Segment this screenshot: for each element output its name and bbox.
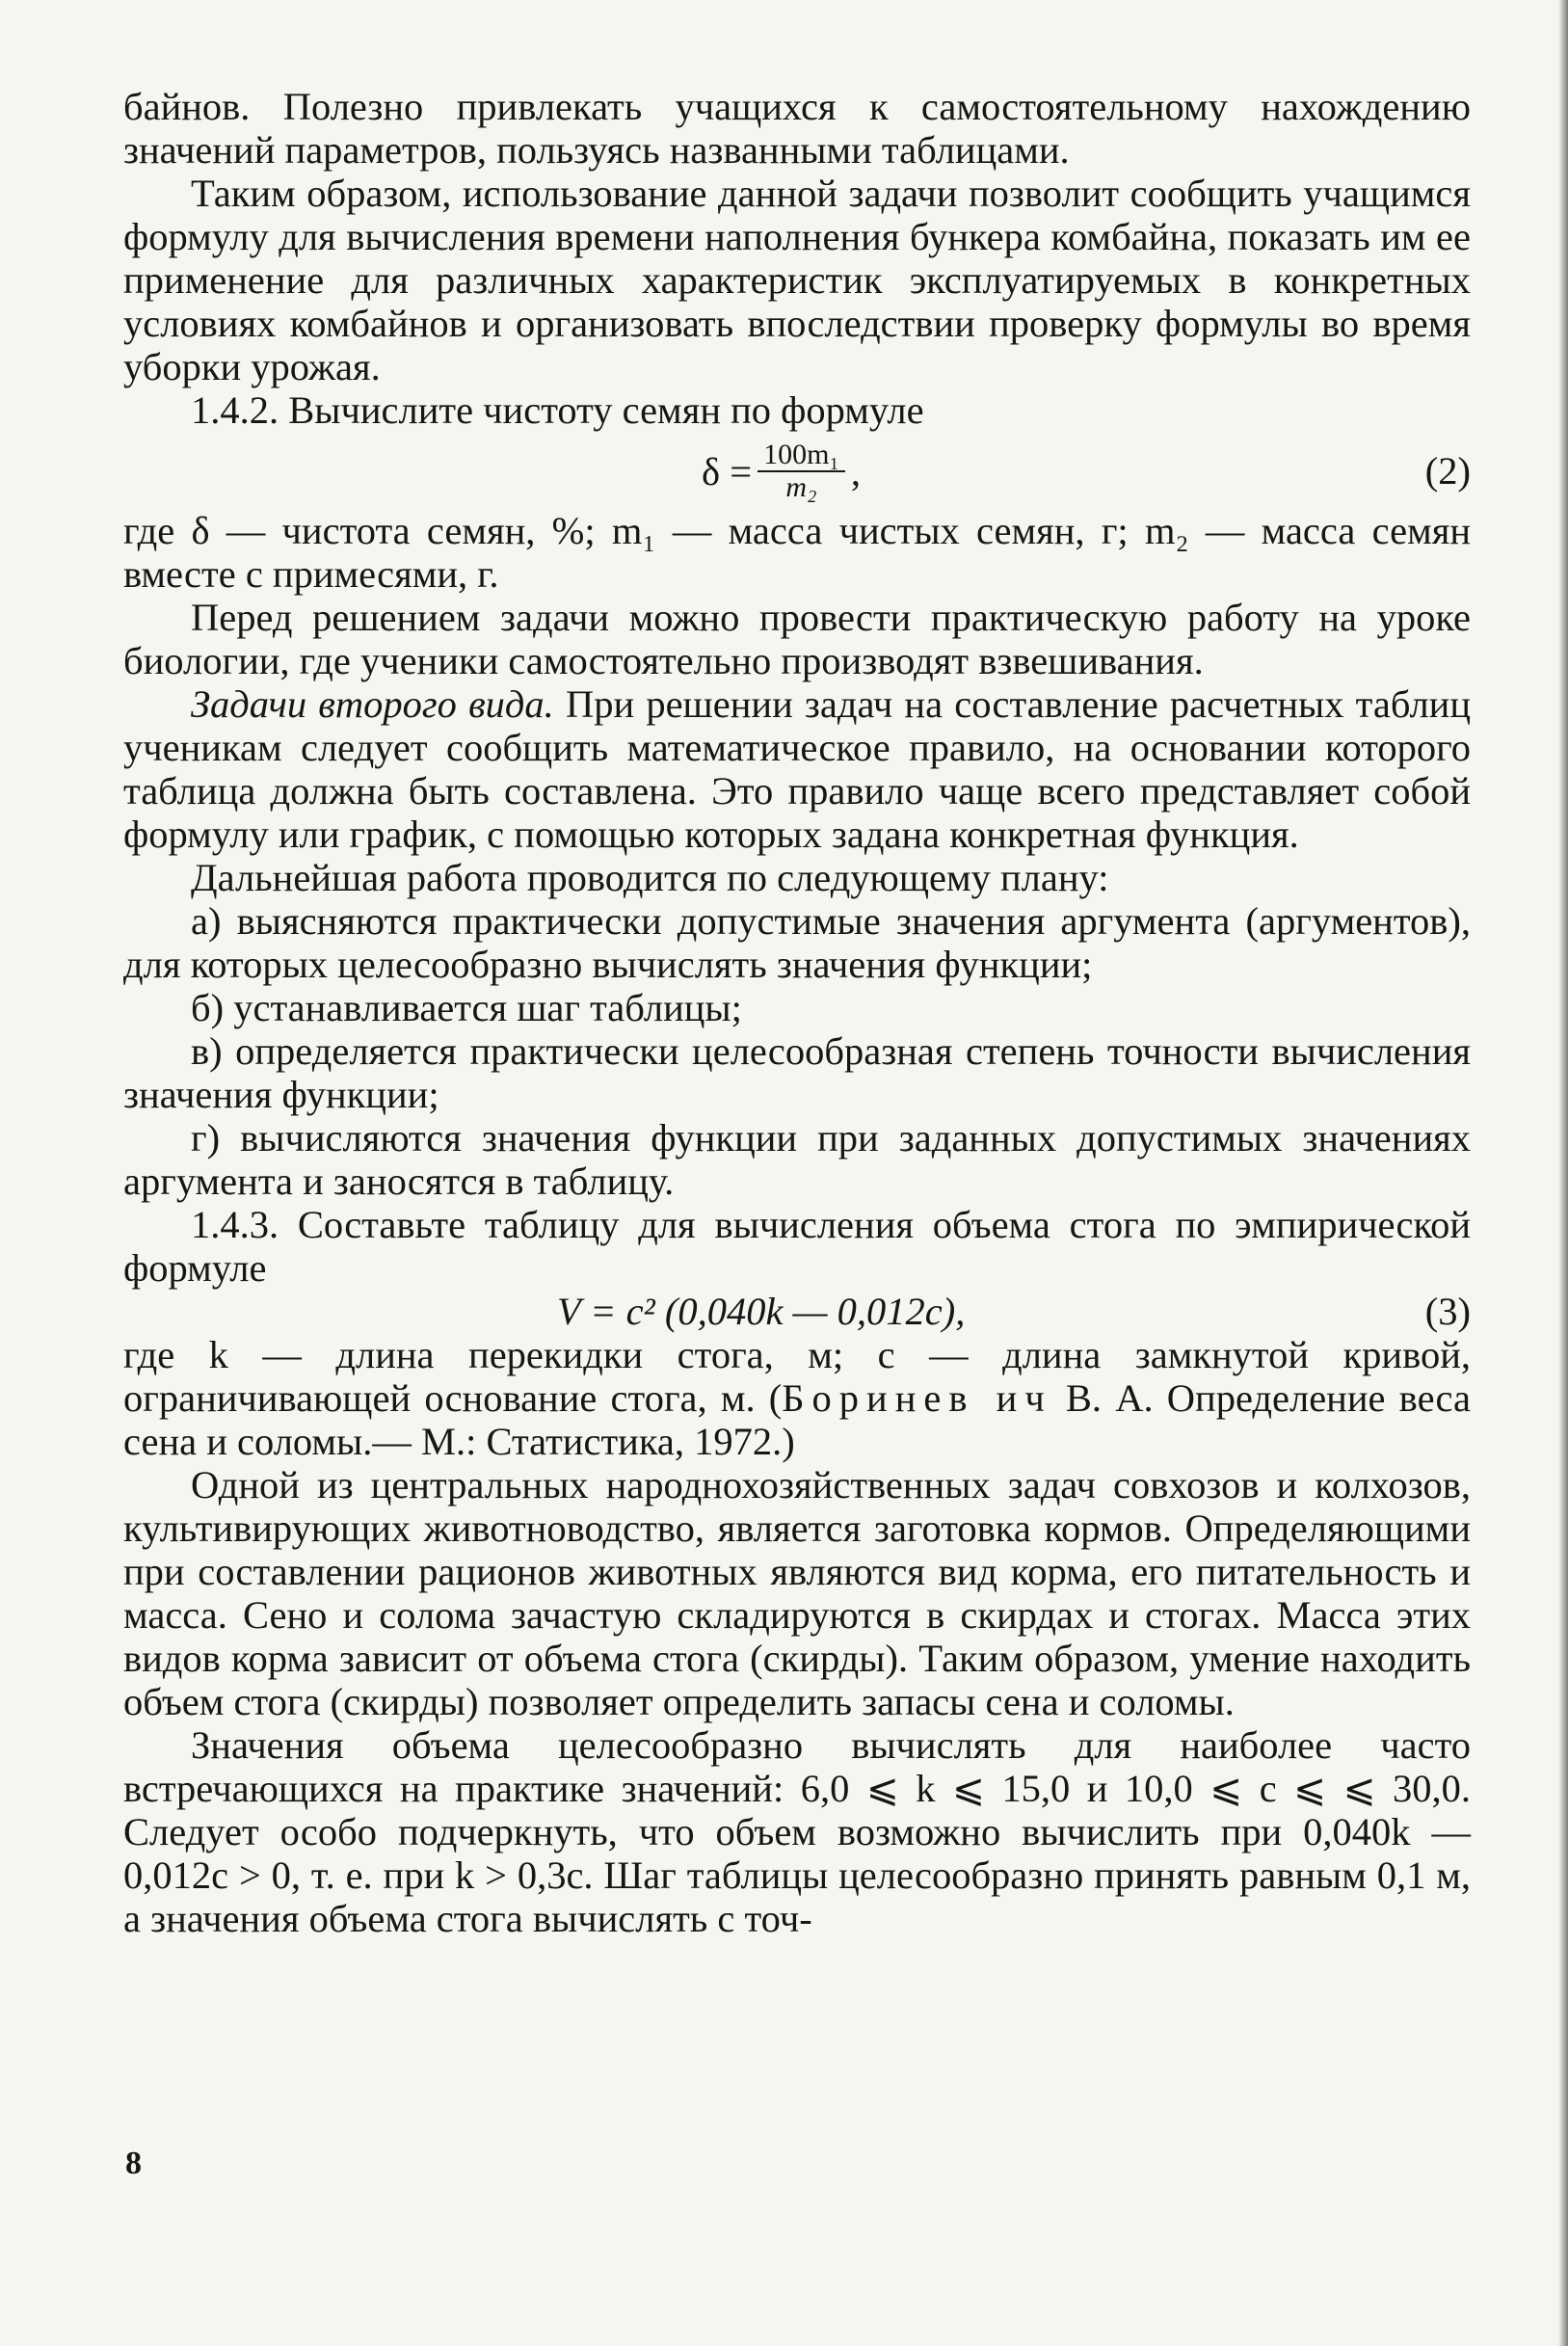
formula-2-lhs: δ =: [702, 449, 753, 493]
author-name: Боринев ич: [782, 1376, 1052, 1420]
formula-2-denominator: m₂: [785, 471, 817, 503]
paragraph-13-text-a: где k — длина перекидки стога, м; c — длина замкнутой кривой, ограничивающей основание стога, м. (: [123, 1333, 1471, 1420]
paragraph-6-italic: Задачи второго вида.: [191, 682, 554, 726]
paragraph-13: [123, 1333, 1471, 1463]
formula-2-tail: ,: [850, 449, 861, 493]
formula-3: [123, 1290, 1471, 1333]
paragraph-4: где δ — чистота семян, %; m₁ — масса чистых семян, г; m₂ — масса семян вместе с примесями, г.: [123, 509, 1471, 596]
page-number: 8: [125, 2146, 142, 2181]
formula-2: [123, 432, 1471, 509]
formula-3-number: (3): [1424, 1290, 1471, 1333]
list-item-g: г) вычисляются значения функции при заданных допустимых значениях аргумента и заносятся в таблицу.: [123, 1116, 1471, 1203]
formula-2-number: (2): [1424, 449, 1471, 493]
formula-2-numerator: 100m₁: [757, 440, 845, 472]
formula-2-fraction: [757, 440, 845, 503]
formula-2-expression: [702, 440, 861, 503]
list-item-v: в) определяется практически целесообразная степень точности вычисления значения функции;: [123, 1029, 1471, 1116]
paragraph-1: байнов. Полезно привлекать учащихся к самостоятельному нахождению значений параметров, пользуясь названными таблицами.: [123, 85, 1471, 172]
paragraph-6-text: При решении задач на составление расчетных таблиц ученикам следует сообщить математическое правило, на основании которого таблица должна быть составлена. Это правило чаще всего представляет собой формулу или график, с помощью которых задана конкретная функция.: [123, 682, 1471, 856]
formula-3-expression: V = c² (0,040k — 0,012c),: [557, 1290, 966, 1333]
paragraph-6: [123, 682, 1471, 856]
paragraph-14: Одной из центральных народнохозяйственных задач совхозов и колхозов, культивирующих животноводство, является заготовка кормов. Определяющими при составлении рационов животных являются вид корма, его питательность и масса. Сено и солома зачастую складируются в скирдах и стогах. Масса этих видов корма зависит от объема стога (скирды). Таким образом, умение находить объем стога (скирды) позволяет определить запасы сена и соломы.: [123, 1463, 1471, 1723]
list-item-a: а) выясняются практически допустимые значения аргумента (аргументов), для которых целесообразно вычислять значения функции;: [123, 899, 1471, 986]
paragraph-13-text-b: В. А. Определение веса сена и соломы.— М.: Статистика, 1972.): [123, 1376, 1471, 1463]
task-1-4-2-heading: 1.4.2. Вычислите чистоту семян по формуле: [191, 388, 924, 432]
paragraph-5: Перед решением задачи можно провести практическую работу на уроке биологии, где ученики самостоятельно производят взвешивания.: [123, 596, 1471, 682]
paragraph-15: Значения объема целесообразно вычислять для наиболее часто встречающихся на практике значений: 6,0 ⩽ k ⩽ 15,0 и 10,0 ⩽ c ⩽ ⩽ 30,0. Следует особо подчеркнуть, что объем возможно вычислить при 0,040k — 0,012c > 0, т. е. при k > 0,3c. Шаг таблицы целесообразно принять равным 0,1 м, а значения объема стога вычислять с точ-: [123, 1723, 1471, 1940]
list-item-b: б) устанавливается шаг таблицы;: [191, 986, 742, 1029]
body-text: [123, 85, 1471, 1940]
page-edge-shadow: [1558, 0, 1568, 2346]
paragraph-7: Дальнейшая работа проводится по следующему плану:: [191, 856, 1109, 899]
task-1-4-3-heading: 1.4.3. Составьте таблицу для вычисления объема стога по эмпирической формуле: [123, 1203, 1471, 1290]
paragraph-2: Таким образом, использование данной задачи позволит сообщить учащимся формулу для вычисления времени наполнения бункера комбайна, показать им ее применение для различных характеристик эксплуатируемых в конкретных условиях комбайнов и организовать впоследствии проверку формулы во время уборки урожая.: [123, 172, 1471, 388]
